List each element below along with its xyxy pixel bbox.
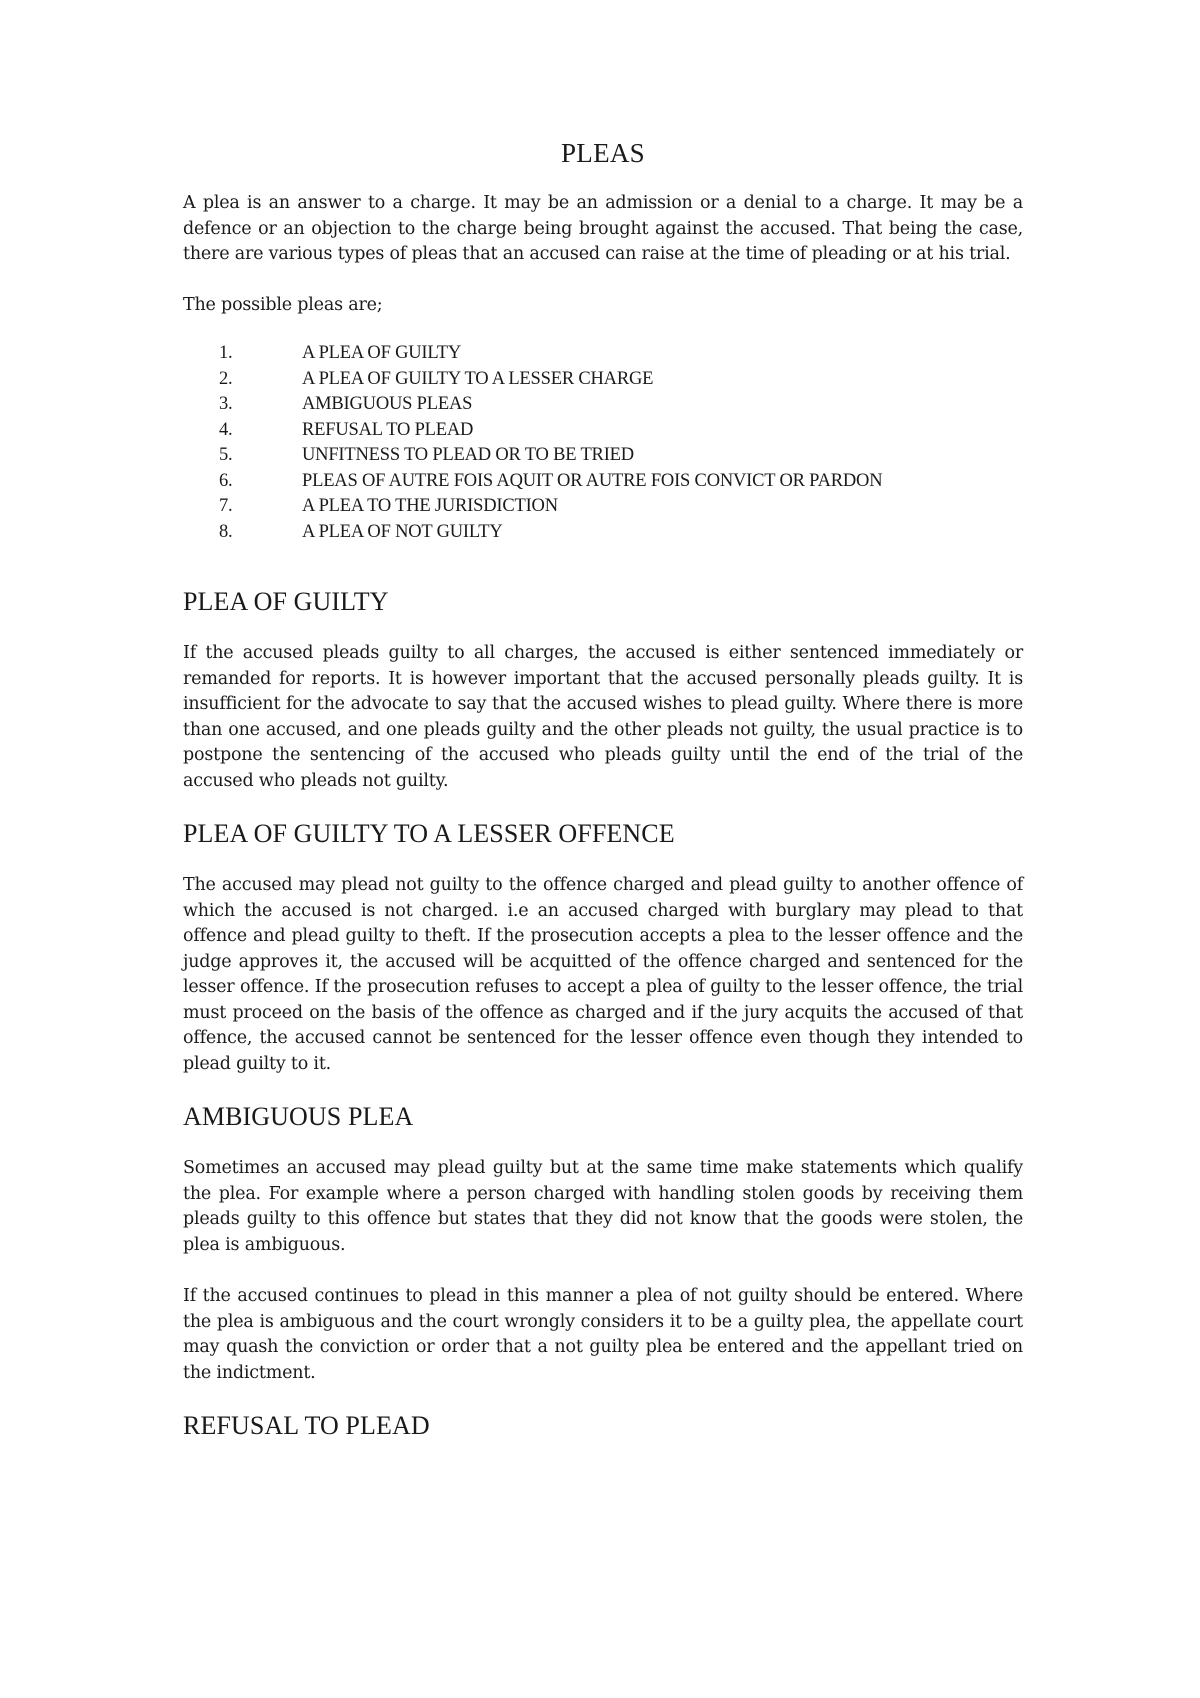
section-heading: PLEA OF GUILTY TO A LESSER OFFENCE [183,819,675,848]
list-item: 3. AMBIGUOUS PLEAS [219,394,473,414]
list-item: 4. REFUSAL TO PLEAD [219,419,474,440]
section-heading: PLEA OF GUILTY [183,587,389,616]
section-paragraph: If the accused pleads guilty to all charges, the accused is either sentenced immediately or remanded for reports. It is however important that the accused personally pleads guilty. It is insufficient for the advocate to say that the accused wishes to plead guilty. Where there is more than one accused, and one pleads guilty and the other pleads not guilty, the usual practice is to postpone the sentencing of the accused who pleads guilty until the end of the trial of the accused who pleads not guilty. [183,643,1023,791]
section-paragraph: Sometimes an accused may plead guilty but at the same time make statements which qualify the plea. For example where a person charged with handling stolen goods by receiving them pleads guilty to this offence but states that they did not know that the goods were stolen, the plea is ambiguous. [183,1158,1023,1255]
document-title: PLEAS [560,138,646,168]
list-item: 2. A PLEA OF GUILTY TO A LESSER CHARGE [219,368,654,389]
section-plea-of-guilty [183,587,1023,794]
list-item: 6. PLEAS OF AUTRE FOIS AQUIT OR AUTRE FOIS CONVICT OR PARDON [219,470,883,491]
list-item: 8. A PLEA OF NOT GUILTY [219,521,503,542]
pleas-list [183,341,1023,545]
section-refusal-to-plead [183,1411,1023,1441]
section-paragraph: The accused may plead not guilty to the offence charged and plead guilty to another offence of which the accused is not charged. i.e an accused charged with burglary may plead to that offence and plead guilty to theft. If the prosecution accepts a plea to the lesser offence and the judge approves it, the accused will be acquitted of the offence charged and sentenced for the lesser offence. If the prosecution refuses to accept a plea of guilty to the lesser offence, the trial must proceed on the basis of the offence as charged and if the jury acquits the accused of that offence, the accused cannot be sentenced for the lesser offence even though they intended to plead guilty to it. [183,875,1023,1074]
document-page [183,138,1023,1465]
list-item: 5. UNFITNESS TO PLEAD OR TO BE TRIED [219,445,634,465]
section-heading: AMBIGUOUS PLEA [183,1102,414,1131]
intro-paragraph: A plea is an answer to a charge. It may be an admission or a denial to a charge. It may be a defence or an objection to the charge being brought against the accused. That being the case, there are various types of pleas that an accused can raise at the time of pleading or at his trial. [183,193,1023,264]
possible-pleas-label: The possible pleas are; [183,294,383,315]
section-ambiguous-plea [183,1102,1023,1386]
section-paragraph: If the accused continues to plead in this manner a plea of not guilty should be entered. Where the plea is ambiguous and the court wrongly considers it to be a guilty plea, the appellate court may quash the conviction or order that a not guilty plea be entered and the appellant tried on the indictment. [183,1286,1023,1383]
list-item: 7. A PLEA TO THE JURISDICTION [219,496,558,516]
section-heading: REFUSAL TO PLEAD [183,1411,430,1440]
list-item: 1. A PLEA OF GUILTY [219,343,462,363]
section-plea-of-guilty-lesser-offence [183,819,1023,1077]
